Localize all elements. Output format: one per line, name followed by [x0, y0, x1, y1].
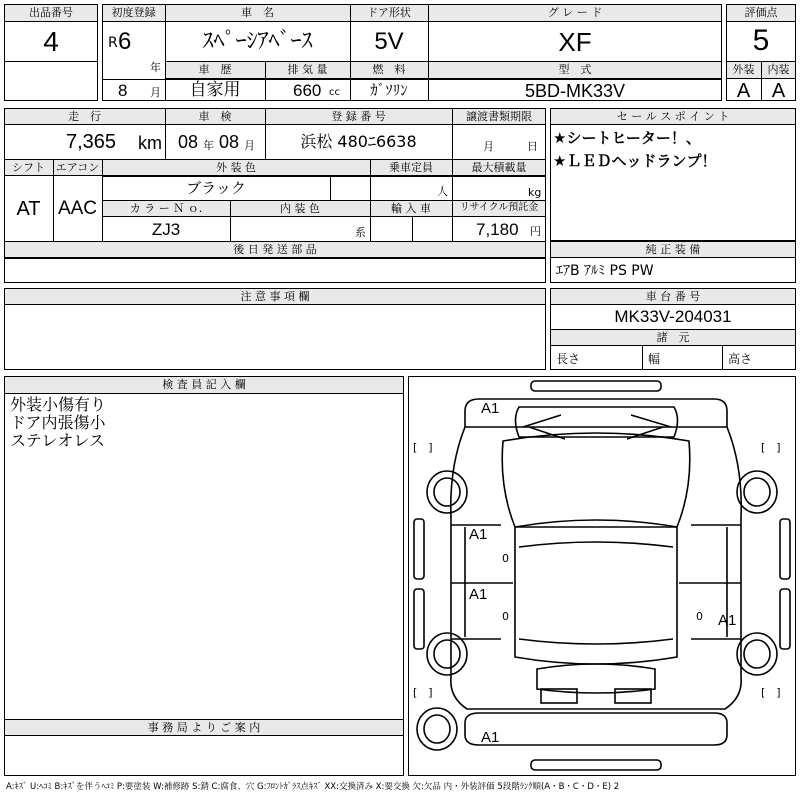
transfer-month-unit: 月: [483, 140, 494, 153]
equipment-list: ｴｱB ｱﾙﾐ PS PW: [556, 263, 654, 279]
air-conditioner: AAC: [57, 198, 98, 219]
bracket-front-right: [ ]: [761, 441, 781, 454]
displacement: 660: [293, 81, 322, 100]
later-parts-label: 後 日 発 送 部 品: [233, 243, 317, 256]
interior-score: A: [771, 80, 786, 102]
inspection-month: 08: [219, 132, 240, 152]
inspector-note-1: 外装小傷有り: [10, 395, 107, 414]
year-unit: 年: [150, 61, 161, 74]
car-name: ｽﾍﾟｰｼｱﾍﾞｰｽ: [202, 29, 313, 54]
transfer-deadline-label: 譲渡書類期限: [466, 110, 532, 123]
inspection-month-unit: 月: [244, 139, 255, 152]
exterior-color-label: 外 装 色: [216, 161, 256, 174]
history: 自家用: [189, 80, 241, 100]
mileage-unit: km: [138, 133, 162, 153]
month-unit: 月: [150, 86, 161, 99]
interior-color-label: 内 装 色: [280, 202, 320, 215]
era-letter: R: [108, 35, 118, 51]
length-label: 長さ: [556, 352, 581, 366]
overall-score: 5: [752, 24, 770, 57]
first-registration-label: 初度登録: [111, 6, 156, 19]
displacement-unit: cc: [329, 87, 340, 98]
model-code: 5BD-MK33V: [524, 81, 626, 101]
interior-color-unit: 系: [355, 226, 366, 239]
dimensions-label: 諸 元: [656, 331, 690, 344]
capacity-label: 乗車定員: [389, 161, 433, 174]
exterior-score: A: [736, 80, 751, 102]
registration-month: 8: [118, 81, 128, 100]
door-count-left-rear: 0: [502, 610, 509, 623]
inspection-label: 車 検: [198, 110, 232, 123]
model-code-label: 型 式: [558, 63, 592, 76]
recycle-fee-label: リサイクル預託金: [459, 202, 539, 213]
capacity-unit: 人: [437, 185, 448, 198]
damage-mark-left-front-door: A1: [469, 526, 488, 543]
inspector-note-2: ドア内張傷小: [10, 413, 106, 432]
office-label: 事 務 局 よ り ご 案 内: [147, 721, 261, 734]
inspection-year-unit: 年: [203, 139, 214, 152]
interior-score-label: 内装: [767, 63, 790, 76]
chassis-number: MK33V-204031: [614, 307, 732, 326]
exterior-score-label: 外装: [732, 63, 755, 76]
fuel: ｶﾞｿﾘﾝ: [370, 81, 408, 99]
recycle-fee: 7,180: [476, 220, 519, 239]
chassis-label: 車 台 番 号: [645, 290, 701, 303]
bracket-rear-right: [ ]: [761, 686, 781, 699]
inspector-note-3: ステレオレス: [10, 431, 105, 450]
shift: AT: [16, 198, 41, 220]
shift-label: シフト: [12, 161, 45, 174]
bracket-rear-left: [ ]: [413, 686, 433, 699]
bracket-front-left: [ ]: [413, 441, 433, 454]
max-load-label: 最大積載量: [471, 161, 527, 174]
fuel-label: 燃 料: [372, 63, 406, 76]
notes-label: 注 意 事 項 欄: [240, 290, 310, 303]
recycle-fee-unit: 円: [530, 225, 541, 238]
damage-mark-front: A1: [481, 400, 500, 417]
mileage-label: 走 行: [68, 110, 101, 123]
door-count-right-rear: 0: [696, 610, 703, 623]
door-type: 5V: [374, 28, 404, 55]
transfer-day-unit: 日: [527, 140, 538, 153]
damage-mark-left-rear-door: A1: [469, 586, 488, 603]
score-label: 評価点: [744, 6, 778, 19]
mileage: 7,365: [66, 131, 117, 153]
car-name-label: 車 名: [241, 6, 274, 19]
damage-code-legend: A:ｷｽﾞ U:ﾍｺﾐ B:ｷｽﾞを伴うﾍｺﾐ P:要塗装 W:補修跡 S:錆 C:腐食、穴 G:ﾌﾛﾝﾄｶﾞﾗｽ点ｷｽﾞ XX:交換済み X:要交換 欠:欠品 内・外装評価 5段階ﾗﾝｸ順(A・B・C・D・E) 2: [6, 782, 620, 792]
grade: XF: [558, 27, 592, 57]
lot-no-label: 出品番号: [29, 6, 73, 19]
door-label: ドア形状: [367, 6, 411, 19]
car-diagram-panel: [408, 376, 796, 776]
damage-mark-right-rear: A1: [718, 612, 737, 629]
color-number: ZJ3: [151, 220, 181, 239]
height-label: 高さ: [728, 352, 753, 366]
plate-number: 浜松 480ﾆ6638: [300, 132, 417, 151]
registration-year: 6: [118, 28, 132, 55]
equipment-label: 純 正 装 備: [645, 243, 701, 256]
door-count-left-front: 0: [502, 552, 509, 565]
sales-point-label: セ ー ル ス ポ イ ン ト: [616, 110, 730, 123]
exterior-color: ブラック: [186, 179, 246, 197]
inspection-year: 08: [178, 132, 199, 152]
inspector-label: 検 査 員 記 入 欄: [162, 378, 246, 391]
width-label: 幅: [648, 352, 661, 366]
import-car-label: 輸 入 車: [391, 202, 431, 215]
max-load-unit: kg: [528, 186, 542, 199]
car-diagram: [409, 377, 795, 775]
plate-label: 登 録 番 号: [331, 110, 386, 123]
color-no-label: カ ラ ー Ｎ ｏ.: [129, 202, 203, 215]
damage-mark-rear: A1: [481, 729, 500, 746]
history-label: 車 歴: [198, 63, 232, 76]
ac-label: エアコン: [55, 161, 100, 174]
displacement-label: 排 気 量: [287, 63, 328, 76]
lot-number: 4: [43, 26, 59, 57]
grade-label: グ レ ー ド: [547, 6, 603, 19]
sales-point-line-2: ★ＬＥＤヘッドランプ！: [553, 152, 717, 170]
sales-point-line-1: ★シートヒーター！、: [553, 129, 701, 147]
